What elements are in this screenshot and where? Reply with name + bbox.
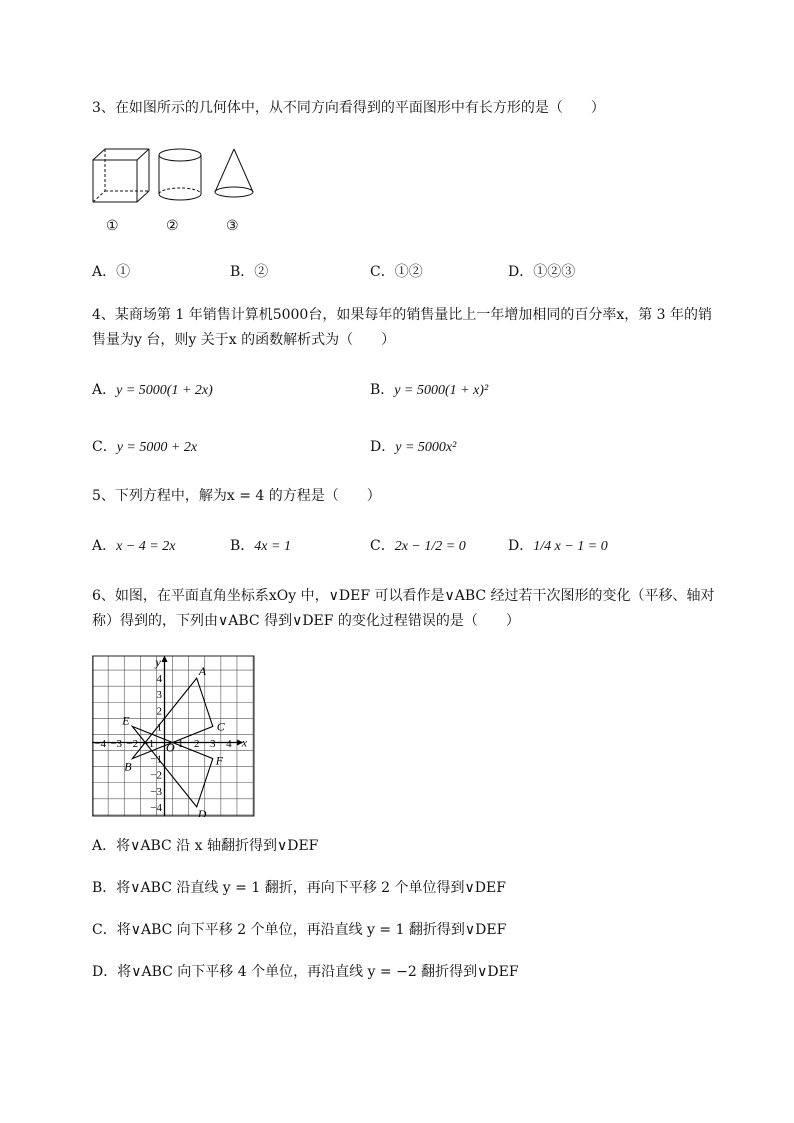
y-tick-label: 2 — [156, 705, 162, 718]
q3-label-1: ① — [106, 218, 119, 234]
q3-option-b[interactable]: B．② — [230, 264, 269, 280]
q3-label-3: ③ — [226, 218, 239, 234]
option-letter: D． — [508, 538, 534, 554]
point-label-f: F — [215, 753, 224, 768]
q4-formula-a: y = 5000(1 + 2x) — [116, 383, 213, 398]
point-label-e: E — [122, 713, 130, 728]
q4-stem-line1: 4、某商场第 1 年销售计算机5000台，如果每年的销售量比上一年增加相同的百分率x，第 3 年的销 — [92, 307, 713, 323]
q3-option-c[interactable]: C．①② — [370, 264, 423, 280]
cone-icon — [215, 149, 253, 197]
point-label-b: B — [124, 759, 132, 774]
q4-option-a[interactable] — [92, 380, 213, 401]
y-axis-label: y — [155, 655, 161, 669]
option-letter: C． — [92, 439, 117, 455]
q3-label-2: ② — [166, 218, 179, 234]
coordinate-grid-figure — [92, 655, 255, 817]
grid-border — [93, 656, 254, 816]
x-tick-label: 2 — [193, 738, 200, 750]
q6-option-c[interactable]: C．将∨ABC 向下平移 2 个单位，再沿直线 y = 1 翻折得到∨DEF — [92, 922, 507, 938]
option-letter: C． — [370, 538, 395, 554]
q6-option-d[interactable]: D．将∨ABC 向下平移 4 个单位，再沿直线 y = −2 翻折得到∨DEF — [92, 964, 519, 980]
x-tick-label: 1 — [177, 738, 184, 750]
q5-formula-c: 2x − 1/2 = 0 — [394, 539, 466, 554]
y-tick-label: 4 — [156, 673, 162, 686]
q4-formula-c: y = 5000 + 2x — [116, 440, 198, 455]
q3-option-a[interactable]: A．① — [92, 264, 131, 280]
q6-option-b[interactable]: B．将∨ABC 沿直线 y = 1 翻折，再向下平移 2 个单位得到∨DEF — [92, 880, 506, 896]
y-tick-label: 1 — [156, 721, 162, 734]
q5-formula-a: x − 4 = 2x — [116, 539, 176, 554]
q6-stem-line2: 称）得到的，下列由∨ABC 得到∨DEF 的变化过程错误的是（ ） — [92, 613, 520, 629]
point-label-d: D — [197, 806, 207, 817]
q6-option-a[interactable]: A．将∨ABC 沿 x 轴翻折得到∨DEF — [92, 838, 319, 854]
x-tick-label: −4 — [94, 738, 106, 750]
q5-formula-d: 1/4 x − 1 = 0 — [533, 539, 608, 554]
q5-option-a[interactable] — [92, 536, 175, 557]
option-letter: B． — [230, 538, 255, 554]
y-axis-arrow — [162, 656, 168, 662]
y-tick-label: −4 — [150, 801, 162, 814]
y-tick-label: −2 — [150, 769, 162, 782]
q4-option-b[interactable] — [370, 380, 488, 401]
q4-stem-line2: 售量为y 台，则y 关于x 的函数解析式为（ ） — [92, 332, 396, 348]
cube-icon — [93, 149, 149, 202]
point-label-c: C — [216, 719, 225, 734]
cylinder-icon — [159, 149, 201, 200]
q4-formula-d: y = 5000x² — [395, 440, 457, 455]
x-tick-label: −1 — [142, 738, 155, 750]
y-tick-label: −1 — [150, 753, 162, 766]
point-label-a: A — [198, 664, 207, 679]
x-tick-label: 3 — [210, 738, 216, 750]
x-tick-label: −3 — [110, 738, 123, 750]
option-letter: A． — [92, 538, 117, 554]
q3-stem: 3、在如图所示的几何体中，从不同方向看得到的平面图形中有长方形的是（ ） — [92, 100, 605, 116]
q3-option-d[interactable]: D．①②③ — [508, 264, 576, 280]
x-axis-label: x — [241, 735, 248, 750]
q5-option-d[interactable] — [508, 536, 608, 557]
q5-option-b[interactable] — [230, 536, 291, 557]
q5-option-c[interactable] — [370, 536, 466, 557]
y-tick-label: −3 — [150, 785, 162, 798]
y-tick-label: 3 — [156, 689, 162, 702]
q5-stem: 5、下列方程中，解为x = 4 的方程是（ ） — [92, 488, 381, 504]
origin-label: O — [166, 740, 175, 755]
option-letter: D． — [370, 439, 396, 455]
q4-formula-b: y = 5000(1 + x)² — [394, 383, 489, 398]
option-letter: A． — [92, 382, 117, 398]
x-tick-label: −2 — [126, 738, 139, 750]
option-letter: B． — [370, 382, 395, 398]
q5-formula-b: 4x = 1 — [254, 539, 291, 554]
q4-option-d[interactable] — [370, 437, 456, 458]
q4-option-c[interactable] — [92, 437, 197, 458]
q6-stem-line1: 6、如图，在平面直角坐标系xOy 中，∨DEF 可以看作是∨ABC 经过若干次图形的变化（平移、轴对 — [92, 588, 715, 604]
x-tick-label: 4 — [226, 738, 232, 750]
